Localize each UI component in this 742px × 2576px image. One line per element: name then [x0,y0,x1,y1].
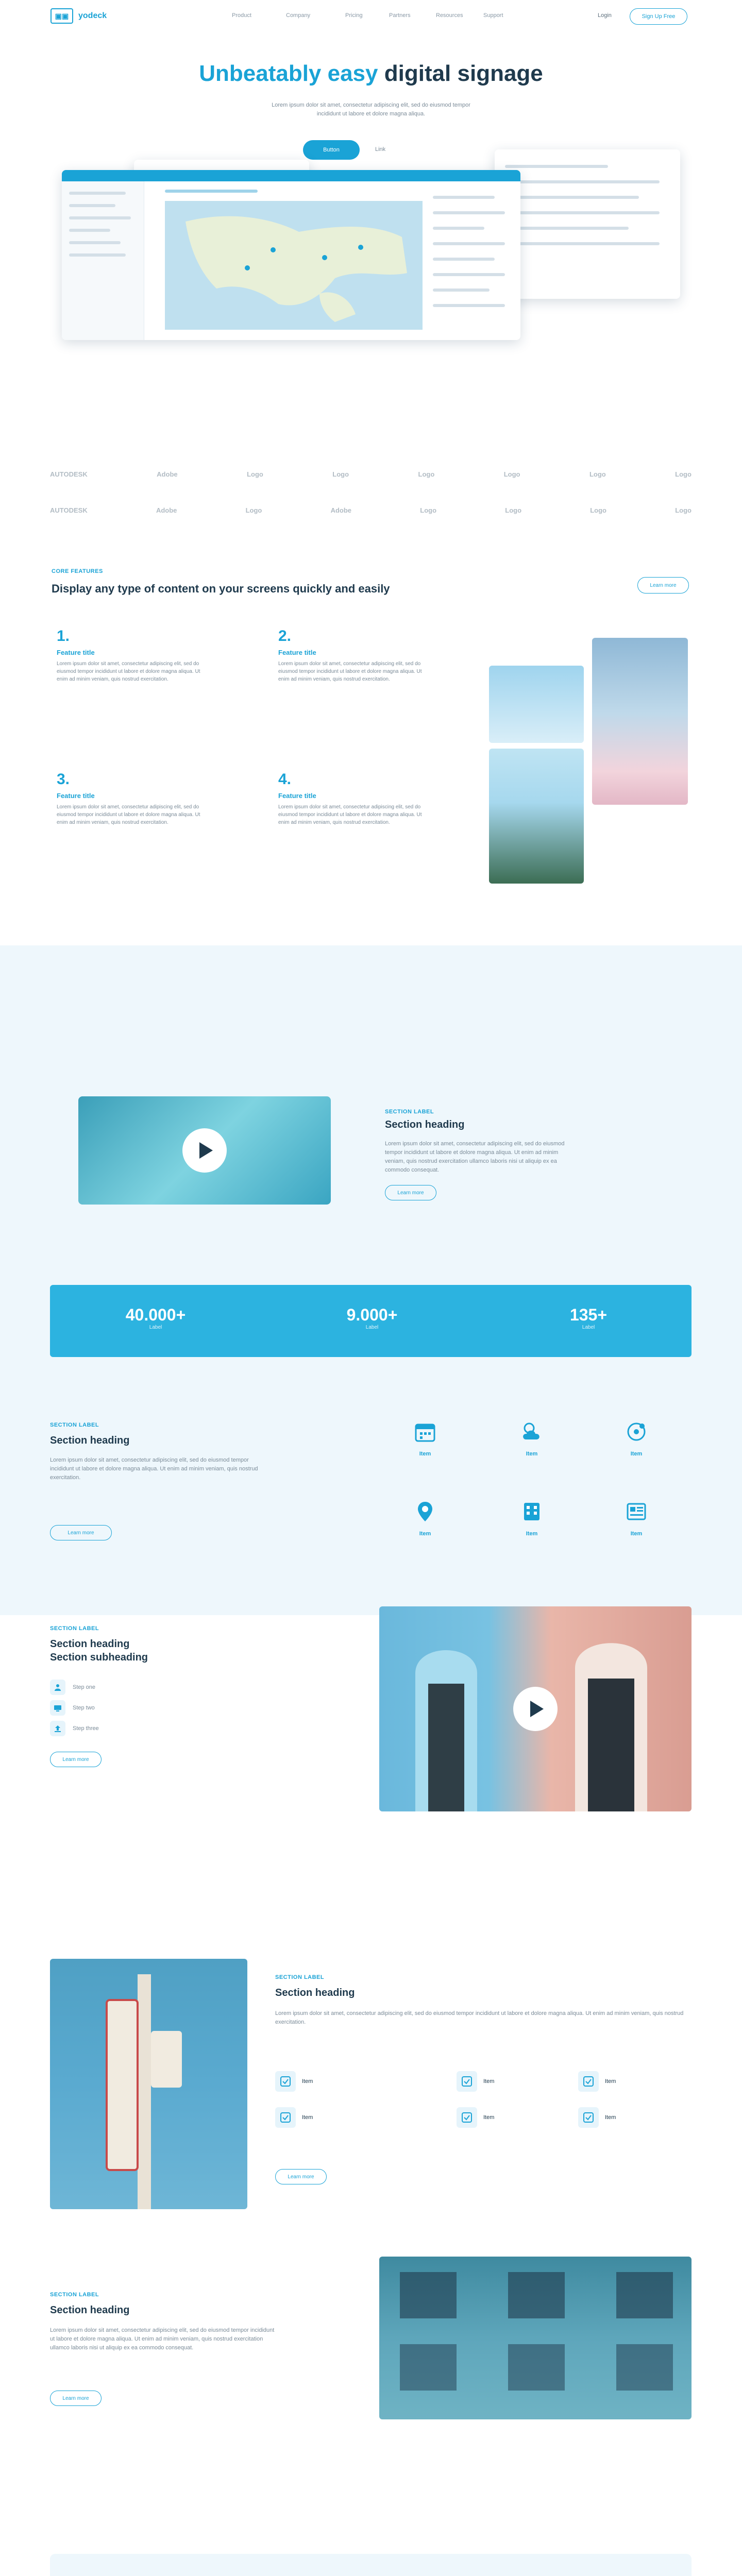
solutions-label: SECTION LABEL [275,1974,325,1980]
solution-item-6[interactable] [578,2107,692,2128]
widgets-title: Section heading [50,1435,130,1446]
news-icon [621,1497,651,1527]
feature-photo-palm [489,749,584,884]
widget-label: Item [526,1531,538,1537]
easy-label: SECTION LABEL [385,1109,434,1115]
feature-3 [57,771,201,826]
client-logo: Logo [505,506,522,514]
how-step-3 [50,1721,99,1736]
easy-text: Lorem ipsum dolor sit amet, consectetur adipiscing elit, sed do eiusmod tempor incididunt ut labore et dolore magna aliqua. Ut enim ad minim veniam, quis nostrud exercitation ullamco laboris nisi ut aliquip ex ea commodo consequat. [385,1141,565,1173]
widgets-label: SECTION LABEL [50,1422,99,1428]
easy-title: Section heading [385,1119,465,1130]
hero-secondary-link[interactable]: Link [375,146,386,152]
client-logo: Logo [675,506,692,514]
check-icon [275,2071,296,2092]
upload-icon [50,1721,65,1736]
feature-photo-sky [489,666,584,743]
widget-social[interactable] [605,1417,667,1457]
feature-4 [278,771,428,826]
dashboard-screenshot [62,170,520,340]
widget-date-time[interactable] [394,1417,456,1457]
video-thumbnail[interactable] [78,1096,331,1205]
partner-text: Lorem ipsum dolor sit amet, consectetur adipiscing elit, sed do eiusmod tempor incididunt ut labore et dolore magna aliqua. Ut enim ad minim veniam, quis nostrud exercitation ullamco laboris nisi ut aliquip ex ea commodo consequat. [50,2327,275,2351]
how-step-text: Step two [73,1704,95,1711]
solution-label: Item [302,2078,313,2084]
play-button-icon[interactable] [182,1128,227,1173]
solution-label: Item [605,2078,616,2084]
partner-title: Section heading [50,2304,130,2316]
check-icon [578,2107,599,2128]
widget-label: Item [526,1451,538,1457]
feature-title: Feature title [57,649,95,656]
solution-item-1[interactable] [275,2071,409,2092]
how-step-2 [50,1700,95,1716]
how-building-photo[interactable] [379,1606,692,1811]
hero-title-main: digital signage [384,61,543,86]
how-button[interactable]: Learn more [50,1752,102,1767]
client-logo: Logo [590,506,606,514]
logo-row-1 [50,466,692,482]
dashboard-topbar [62,170,520,181]
how-label: SECTION LABEL [50,1625,99,1632]
widgets-text: Lorem ipsum dolor sit amet, consectetur adipiscing elit, sed do eiusmod tempor incididunt ut labore et dolore magna aliqua. Ut enim ad minim veniam, quis nostrud exercitation. [50,1457,258,1481]
solution-label: Item [605,2114,616,2121]
how-step-text: Step three [73,1725,99,1732]
client-logo: Adobe [330,506,352,514]
client-logo: Logo [503,470,520,478]
feature-text: Lorem ipsum dolor sit amet, consectetur adipiscing elit, sed do eiusmod tempor incididunt ut labore et dolore magna aliqua. Ut enim ad minim veniam, quis nostrud exercitation. [57,804,200,825]
player-icon [50,1700,65,1716]
solutions-button[interactable]: Learn more [275,2169,327,2184]
core-features-button[interactable]: Learn more [637,577,689,594]
solution-item-4[interactable] [275,2107,409,2128]
solutions-title: Section heading [275,1987,355,1998]
how-step-text: Step one [73,1684,96,1690]
nav-item-5[interactable]: Resources [436,12,463,19]
check-icon [457,2107,477,2128]
user-icon [50,1680,65,1695]
widget-general[interactable] [394,1497,456,1537]
stat-number: 40.000+ [125,1306,186,1324]
feature-title: Feature title [57,792,95,800]
client-logo: Logo [332,470,349,478]
client-logo: Logo [589,470,606,478]
how-title-line1: Section heading [50,1638,130,1650]
calendar-icon [410,1417,440,1447]
weather-icon [517,1417,547,1447]
office-icon [517,1497,547,1527]
core-features-label: CORE FEATURES [52,568,103,574]
feature-1 [57,628,201,683]
feature-text: Lorem ipsum dolor sit amet, consectetur adipiscing elit, sed do eiusmod tempor incididunt ut labore et dolore magna aliqua. Ut enim ad minim veniam, quis nostrud exercitation. [278,661,422,682]
hero-cta-button[interactable]: Button [303,140,360,160]
dashboard-screen-list [433,191,510,330]
nav-item-1[interactable]: Product [232,12,251,19]
feature-photo-blossom [592,638,688,805]
stats-banner [50,1285,692,1357]
how-title-line2: Section subheading [50,1652,148,1663]
nav-item-2[interactable]: Company [286,12,311,19]
feature-title: Feature title [278,792,316,800]
feature-number: 4. [278,771,292,788]
play-button-icon[interactable] [513,1687,558,1731]
dashboard-screenshot-back-right [495,149,680,299]
feature-2 [278,628,428,683]
partner-button[interactable]: Learn more [50,2391,102,2406]
check-icon [457,2071,477,2092]
stat-label: Label [582,1325,595,1330]
solutions-sign-photo [50,1959,247,2209]
hero-title-accent: Unbeatably easy [199,61,378,86]
testimonials-section [50,2554,692,2576]
check-icon [275,2107,296,2128]
solution-label: Item [302,2114,313,2121]
check-icon [578,2071,599,2092]
login-link[interactable]: Login [598,12,612,19]
partner-label: SECTION LABEL [50,2292,99,2298]
widgets-button[interactable]: Learn more [50,1525,112,1540]
solution-item-3[interactable] [578,2071,681,2092]
client-logo: Adobe [157,470,178,478]
stat-2 [287,1306,457,1330]
client-logo: Adobe [156,506,177,514]
stat-3 [503,1306,673,1330]
partner-building-photo [379,2257,692,2419]
widget-label: Item [419,1451,431,1457]
solution-label: Item [483,2078,495,2084]
stat-1 [71,1306,241,1330]
solutions-text: Lorem ipsum dolor sit amet, consectetur adipiscing elit, sed do eiusmod tempor incididunt ut labore et dolore magna aliqua. Ut enim ad minim veniam, quis nostrud exercitation. [275,2010,684,2025]
stat-number: 9.000+ [346,1306,398,1324]
widget-news[interactable] [605,1497,667,1537]
dashboard-map [165,201,423,330]
feature-number: 1. [57,628,70,645]
widget-weather[interactable] [501,1417,563,1457]
dashboard-sidebar [62,181,144,340]
social-icon [621,1417,651,1447]
site-header [0,0,742,33]
stat-label: Label [149,1325,162,1330]
logo-row-2 [50,502,692,518]
client-logo: Logo [675,470,692,478]
widget-office[interactable] [501,1497,563,1537]
logo-icon[interactable]: ▣▣ [50,8,73,24]
solution-item-5[interactable] [457,2107,560,2128]
client-logo: AUTODESK [50,470,88,478]
feature-text: Lorem ipsum dolor sit amet, consectetur adipiscing elit, sed do eiusmod tempor incididunt ut labore et dolore magna aliqua. Ut enim ad minim veniam, quis nostrud exercitation. [278,804,422,825]
nav-item-6[interactable]: Support [483,12,503,19]
widget-label: Item [630,1451,643,1457]
stat-label: Label [365,1325,379,1330]
client-logo: Logo [245,506,262,514]
logo-text[interactable]: yodeck [78,11,107,20]
hero-title [0,61,742,87]
easy-button[interactable]: Learn more [385,1185,436,1200]
widget-label: Item [419,1531,431,1537]
client-logo: Logo [418,470,435,478]
solution-item-2[interactable] [457,2071,560,2092]
how-step-1 [50,1680,95,1695]
client-logo: AUTODESK [50,506,88,514]
stat-number: 135+ [569,1306,608,1324]
solution-label: Item [483,2114,495,2121]
signup-button[interactable]: Sign Up Free [630,8,687,25]
feature-number: 3. [57,771,70,788]
feature-number: 2. [278,628,292,645]
widget-label: Item [630,1531,643,1537]
client-logo: Logo [247,470,263,478]
feature-text: Lorem ipsum dolor sit amet, consectetur adipiscing elit, sed do eiusmod tempor incididunt ut labore et dolore magna aliqua. Ut enim ad minim veniam, quis nostrud exercitation. [57,661,200,682]
core-features-title: Display any type of content on your screens quickly and easily [52,582,390,595]
feature-title: Feature title [278,649,316,656]
map-pin-icon [410,1497,440,1527]
hero-subtitle: Lorem ipsum dolor sit amet, consectetur adipiscing elit, sed do eiusmod tempor incididunt ut labore et dolore magna aliqua. [272,102,470,117]
client-logo: Logo [420,506,437,514]
nav-item-3[interactable]: Pricing [345,12,363,19]
nav-item-4[interactable]: Partners [389,12,411,19]
